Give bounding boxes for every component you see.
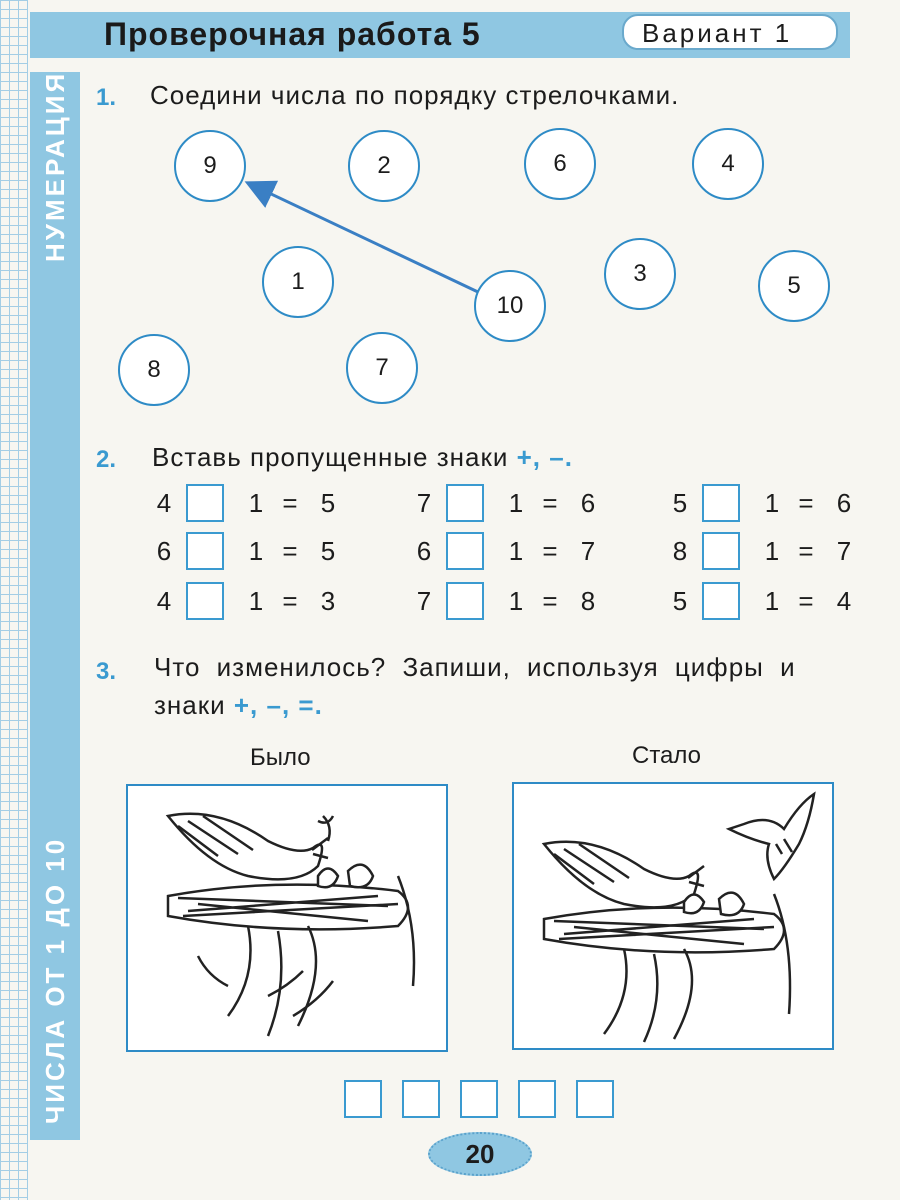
task-3-signs: +, –, =. [233,690,323,720]
equation-operand-a: 8 [672,536,688,566]
side-section-label: ЧИСЛА ОТ 1 ДО 10 [40,836,70,1124]
side-topic-label: НУМЕРАЦИЯ [40,70,70,262]
number-circle: 2 [348,130,420,202]
number-circle: 7 [346,332,418,404]
equation-operand-a: 6 [416,536,432,566]
sign-input-box[interactable] [446,532,484,570]
answer-box[interactable] [576,1080,614,1118]
equation-result: 8 [580,586,596,616]
task-3-line-2-prefix: знаки [154,690,226,720]
equation-equals: = [282,536,298,566]
number-circle: 5 [758,250,830,322]
equation-equals: = [542,586,558,616]
answer-box[interactable] [460,1080,498,1118]
task-3-line-2 [154,690,323,721]
equation-result: 7 [836,536,852,566]
equation-equals: = [798,586,814,616]
equation-equals: = [282,586,298,616]
task-1-number: 1. [96,84,117,111]
number-circle: 1 [262,246,334,318]
number-circle: 8 [118,334,190,406]
equation-operand-b: 1 [248,586,264,616]
task-2-number: 2. [96,446,117,473]
answer-box[interactable] [402,1080,440,1118]
equation-operand-b: 1 [764,536,780,566]
sign-input-box[interactable] [446,582,484,620]
task-3-line-1: Что изменилось? Запиши, используя цифры и [154,652,796,682]
equation-equals: = [282,488,298,518]
sign-input-box[interactable] [702,582,740,620]
equation-operand-a: 6 [156,536,172,566]
equation-result: 3 [320,586,336,616]
number-circle: 9 [174,130,246,202]
equation-equals: = [542,488,558,518]
before-label: Было [250,744,311,771]
task-2-text [152,442,573,473]
equation-result: 4 [836,586,852,616]
task-2-signs: +, –. [516,442,573,472]
equation-operand-b: 1 [248,488,264,518]
equation-operand-b: 1 [764,586,780,616]
equation-operand-a: 7 [416,488,432,518]
before-picture-frame [126,784,448,1052]
task-2-text-prefix: Вставь пропущенные знаки [152,442,509,472]
sign-input-box[interactable] [186,582,224,620]
equation-operand-b: 1 [248,536,264,566]
number-circle: 10 [474,270,546,342]
equation-result: 6 [580,488,596,518]
after-label: Стало [632,742,702,769]
page-title: Проверочная работа 5 [104,16,481,52]
equation-operand-b: 1 [764,488,780,518]
sign-input-box[interactable] [446,484,484,522]
equation-result: 6 [836,488,852,518]
variant-label: Вариант 1 [642,18,793,48]
sign-input-box[interactable] [186,532,224,570]
answer-box[interactable] [344,1080,382,1118]
bird-nest-flying-bird-illustration [514,784,832,1048]
number-circle: 3 [604,238,676,310]
number-circle: 6 [524,128,596,200]
answer-box[interactable] [518,1080,556,1118]
equation-operand-b: 1 [508,586,524,616]
equation-operand-b: 1 [508,488,524,518]
page-number: 20 [465,1138,495,1169]
task-1-text: Соедини числа по порядку стрелочками. [150,80,680,110]
bird-nest-illustration [128,786,446,1050]
equation-equals: = [542,536,558,566]
equation-result: 7 [580,536,596,566]
after-picture-frame [512,782,834,1050]
sign-input-box[interactable] [702,484,740,522]
equation-operand-a: 4 [156,586,172,616]
task-3-number: 3. [96,658,117,685]
page-number-badge [428,1132,532,1176]
equation-equals: = [798,488,814,518]
equation-operand-a: 5 [672,488,688,518]
equation-result: 5 [320,488,336,518]
equation-equals: = [798,536,814,566]
sign-input-box[interactable] [702,532,740,570]
equation-operand-b: 1 [508,536,524,566]
equation-result: 5 [320,536,336,566]
equation-operand-a: 7 [416,586,432,616]
number-circle: 4 [692,128,764,200]
equation-operand-a: 4 [156,488,172,518]
equation-operand-a: 5 [672,586,688,616]
sign-input-box[interactable] [186,484,224,522]
